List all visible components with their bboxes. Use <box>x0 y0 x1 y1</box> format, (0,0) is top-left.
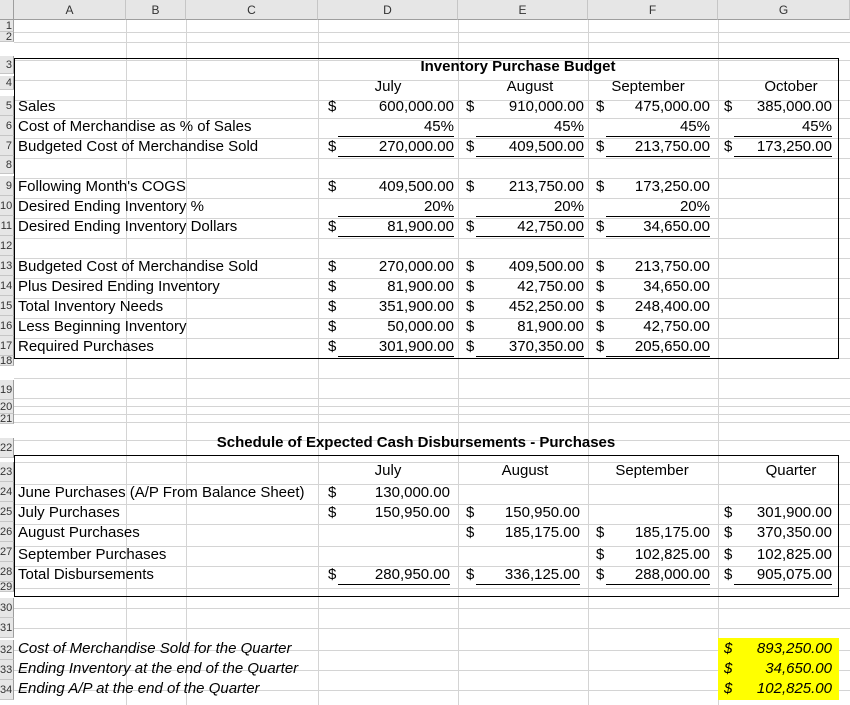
budget-value-cell[interactable]: 45% <box>338 118 454 137</box>
budget-row-label[interactable]: Plus Desired Ending Inventory <box>18 278 220 295</box>
cash-value-cell[interactable]: 185,175.00 <box>634 524 710 541</box>
gridline-horizontal <box>14 414 850 415</box>
budget-value-cell[interactable]: 370,350.00 <box>476 338 584 357</box>
cash-row-label[interactable]: Total Disbursements <box>18 566 154 583</box>
cash-column-header[interactable]: September <box>615 462 689 479</box>
row-header-21[interactable]: 21 <box>0 414 13 424</box>
cash-value-cell[interactable]: 150,950.00 <box>504 504 580 521</box>
row-header-5[interactable]: 5 <box>0 96 14 116</box>
select-all-corner[interactable] <box>0 0 14 20</box>
budget-value-cell[interactable]: 173,250.00 <box>634 178 710 195</box>
row-header-11[interactable]: 11 <box>0 216 14 236</box>
row-header-16[interactable]: 16 <box>0 316 14 336</box>
currency-symbol[interactable]: $ <box>328 138 337 155</box>
budget-value-cell[interactable]: 452,250.00 <box>508 298 584 315</box>
currency-symbol[interactable]: $ <box>466 218 475 235</box>
row-header-15[interactable]: 15 <box>0 296 14 316</box>
budget-value-cell[interactable]: 475,000.00 <box>634 98 710 115</box>
row-header-33[interactable]: 33 <box>0 660 14 680</box>
currency-symbol[interactable]: $ <box>596 278 605 295</box>
budget-row-label[interactable]: Budgeted Cost of Merchandise Sold <box>18 258 259 275</box>
currency-symbol[interactable]: $ <box>596 318 605 335</box>
summary-label[interactable]: Cost of Merchandise Sold for the Quarter <box>18 640 292 657</box>
budget-value-cell[interactable]: 81,900.00 <box>517 318 584 335</box>
currency-symbol[interactable]: $ <box>596 566 605 583</box>
currency-symbol[interactable]: $ <box>596 524 605 541</box>
currency-symbol[interactable]: $ <box>328 278 337 295</box>
cash-value-cell[interactable]: 185,175.00 <box>504 524 580 541</box>
cash-value-cell[interactable]: 280,950.00 <box>338 566 450 585</box>
budget-value-cell[interactable]: 20% <box>338 198 454 217</box>
budget-value-cell[interactable]: 34,650.00 <box>643 278 710 295</box>
row-header-3[interactable]: 3 <box>0 56 14 74</box>
currency-symbol[interactable]: $ <box>328 318 337 335</box>
currency-symbol[interactable]: $ <box>466 178 475 195</box>
budget-value-cell[interactable]: 213,750.00 <box>508 178 584 195</box>
column-header-d[interactable]: D <box>318 0 458 20</box>
cash-value-cell[interactable]: 301,900.00 <box>756 504 832 521</box>
currency-symbol[interactable]: $ <box>466 278 475 295</box>
budget-value-cell[interactable]: 42,750.00 <box>517 278 584 295</box>
currency-symbol[interactable]: $ <box>466 338 475 355</box>
column-header-e[interactable]: E <box>458 0 588 20</box>
budget-value-cell[interactable]: 270,000.00 <box>338 138 454 157</box>
row-header-26[interactable]: 26 <box>0 522 14 542</box>
budget-row-label[interactable]: Following Month's COGS <box>18 178 186 195</box>
cash-value-cell[interactable]: 370,350.00 <box>756 524 832 541</box>
currency-symbol[interactable]: $ <box>466 504 475 521</box>
summary-label[interactable]: Ending A/P at the end of the Quarter <box>18 680 260 697</box>
gridline-horizontal <box>14 608 850 609</box>
budget-row-label[interactable]: Less Beginning Inventory <box>18 318 187 335</box>
budget-value-cell[interactable]: 270,000.00 <box>378 258 454 275</box>
summary-value[interactable]: 102,825.00 <box>756 680 832 697</box>
currency-symbol[interactable]: $ <box>596 546 605 563</box>
cash-title[interactable]: Schedule of Expected Cash Disbursements - Purchases <box>216 434 616 451</box>
budget-value-cell[interactable]: 409,500.00 <box>508 258 584 275</box>
currency-symbol[interactable]: $ <box>328 298 337 315</box>
row-header-8[interactable]: 8 <box>0 156 14 174</box>
currency-symbol[interactable]: $ <box>466 138 475 155</box>
summary-label[interactable]: Ending Inventory at the end of the Quarter <box>18 660 299 677</box>
budget-value-cell[interactable]: 20% <box>476 198 584 217</box>
currency-symbol[interactable]: $ <box>596 298 605 315</box>
budget-row-label[interactable]: Total Inventory Needs <box>18 298 164 315</box>
currency-symbol[interactable]: $ <box>466 98 475 115</box>
budget-value-cell[interactable]: 173,250.00 <box>734 138 832 157</box>
gridline-horizontal <box>14 398 850 399</box>
row-header-34[interactable]: 34 <box>0 680 14 700</box>
budget-value-cell[interactable]: 205,650.00 <box>606 338 710 357</box>
row-header-13[interactable]: 13 <box>0 256 14 276</box>
currency-symbol[interactable]: $ <box>466 298 475 315</box>
currency-symbol[interactable]: $ <box>328 218 337 235</box>
currency-symbol[interactable]: $ <box>328 484 337 501</box>
currency-symbol[interactable]: $ <box>328 504 337 521</box>
currency-symbol[interactable]: $ <box>596 98 605 115</box>
row-header-17[interactable]: 17 <box>0 336 14 356</box>
currency-symbol[interactable]: $ <box>328 566 337 583</box>
budget-value-cell[interactable]: 385,000.00 <box>756 98 832 115</box>
row-header-23[interactable]: 23 <box>0 462 14 482</box>
row-header-12[interactable]: 12 <box>0 236 14 256</box>
budget-value-cell[interactable]: 34,650.00 <box>606 218 710 237</box>
row-header-7[interactable]: 7 <box>0 136 14 156</box>
row-header-2[interactable]: 2 <box>0 32 14 42</box>
column-header-a[interactable]: A <box>14 0 126 20</box>
column-header-c[interactable]: C <box>186 0 318 20</box>
gridline-horizontal <box>14 378 850 379</box>
row-header-31[interactable]: 31 <box>0 618 14 638</box>
row-header-22[interactable]: 22 <box>0 438 14 458</box>
budget-value-cell[interactable]: 301,900.00 <box>338 338 454 357</box>
currency-symbol[interactable]: $ <box>724 504 733 521</box>
budget-value-cell[interactable]: 213,750.00 <box>634 258 710 275</box>
row-header-14[interactable]: 14 <box>0 276 14 296</box>
cash-row-label[interactable]: July Purchases <box>18 504 120 521</box>
cash-value-cell[interactable]: 150,950.00 <box>374 504 450 521</box>
cash-value-cell[interactable]: 130,000.00 <box>374 484 450 501</box>
cash-value-cell[interactable]: 288,000.00 <box>606 566 710 585</box>
column-header-b[interactable]: B <box>126 0 186 20</box>
row-header-27[interactable]: 27 <box>0 542 14 562</box>
budget-row-label[interactable]: Desired Ending Inventory % <box>18 198 204 215</box>
month-header[interactable]: October <box>764 78 818 95</box>
currency-symbol[interactable]: $ <box>724 640 733 657</box>
budget-value-cell[interactable]: 42,750.00 <box>643 318 710 335</box>
currency-symbol[interactable]: $ <box>724 98 733 115</box>
row-header-19[interactable]: 19 <box>0 380 14 400</box>
row-header-10[interactable]: 10 <box>0 196 14 216</box>
currency-symbol[interactable]: $ <box>466 318 475 335</box>
cash-row-label[interactable]: June Purchases (A/P From Balance Sheet) <box>18 484 305 501</box>
cash-value-cell[interactable]: 102,825.00 <box>634 546 710 563</box>
gridline-horizontal <box>14 406 850 407</box>
currency-symbol[interactable]: $ <box>596 138 605 155</box>
currency-symbol[interactable]: $ <box>724 546 733 563</box>
budget-value-cell[interactable]: 600,000.00 <box>378 98 454 115</box>
budget-value-cell[interactable]: 20% <box>606 198 710 217</box>
budget-value-cell[interactable]: 409,500.00 <box>476 138 584 157</box>
budget-row-label[interactable]: Required Purchases <box>18 338 154 355</box>
cash-row-label[interactable]: August Purchases <box>18 524 140 541</box>
budget-row-label[interactable]: Budgeted Cost of Merchandise Sold <box>18 138 259 155</box>
currency-symbol[interactable]: $ <box>328 258 337 275</box>
row-header-29[interactable]: 29 <box>0 582 13 592</box>
cash-value-cell[interactable]: 336,125.00 <box>476 566 580 585</box>
budget-title[interactable]: Inventory Purchase Budget <box>420 58 616 75</box>
budget-value-cell[interactable]: 42,750.00 <box>476 218 584 237</box>
cash-row-label[interactable]: September Purchases <box>18 546 167 563</box>
month-header[interactable]: September <box>611 78 685 95</box>
column-header-f[interactable]: F <box>588 0 718 20</box>
currency-symbol[interactable]: $ <box>328 338 337 355</box>
currency-symbol[interactable]: $ <box>724 680 733 697</box>
month-header[interactable]: August <box>506 78 554 95</box>
budget-value-cell[interactable]: 45% <box>476 118 584 137</box>
budget-value-cell[interactable]: 910,000.00 <box>508 98 584 115</box>
budget-value-cell[interactable]: 50,000.00 <box>387 318 454 335</box>
currency-symbol[interactable]: $ <box>596 338 605 355</box>
gridline-horizontal <box>14 422 850 423</box>
budget-value-cell[interactable]: 81,900.00 <box>338 218 454 237</box>
row-header-1[interactable]: 1 <box>0 20 14 32</box>
currency-symbol[interactable]: $ <box>724 660 733 677</box>
cash-column-header[interactable]: July <box>374 462 402 479</box>
currency-symbol[interactable]: $ <box>466 566 475 583</box>
currency-symbol[interactable]: $ <box>328 98 337 115</box>
budget-row-label[interactable]: Desired Ending Inventory Dollars <box>18 218 238 235</box>
gridline-horizontal <box>14 42 850 43</box>
gridline-horizontal <box>14 628 850 629</box>
summary-value[interactable]: 34,650.00 <box>765 660 832 677</box>
row-header-4[interactable]: 4 <box>0 76 14 90</box>
row-header-24[interactable]: 24 <box>0 482 14 502</box>
currency-symbol[interactable]: $ <box>596 258 605 275</box>
gridline-horizontal <box>14 32 850 33</box>
row-header-9[interactable]: 9 <box>0 176 14 196</box>
cash-column-header[interactable]: August <box>501 462 549 479</box>
budget-value-cell[interactable]: 45% <box>734 118 832 137</box>
row-header-32[interactable]: 32 <box>0 640 14 660</box>
month-header[interactable]: July <box>374 78 402 95</box>
column-header-g[interactable]: G <box>718 0 850 20</box>
currency-symbol[interactable]: $ <box>724 566 733 583</box>
currency-symbol[interactable]: $ <box>466 258 475 275</box>
cash-column-header[interactable]: Quarter <box>765 462 817 479</box>
row-header-6[interactable]: 6 <box>0 116 14 136</box>
budget-row-label[interactable]: Cost of Merchandise as % of Sales <box>18 118 252 135</box>
budget-value-cell[interactable]: 248,400.00 <box>634 298 710 315</box>
cash-value-cell[interactable]: 102,825.00 <box>756 546 832 563</box>
currency-symbol[interactable]: $ <box>596 178 605 195</box>
currency-symbol[interactable]: $ <box>596 218 605 235</box>
budget-value-cell[interactable]: 409,500.00 <box>378 178 454 195</box>
row-header-28[interactable]: 28 <box>0 562 14 582</box>
budget-row-label[interactable]: Sales <box>18 98 56 115</box>
budget-value-cell[interactable]: 213,750.00 <box>606 138 710 157</box>
cash-value-cell[interactable]: 905,075.00 <box>734 566 832 585</box>
budget-value-cell[interactable]: 351,900.00 <box>378 298 454 315</box>
currency-symbol[interactable]: $ <box>328 178 337 195</box>
row-header-30[interactable]: 30 <box>0 598 14 618</box>
budget-value-cell[interactable]: 81,900.00 <box>387 278 454 295</box>
row-header-18[interactable]: 18 <box>0 356 13 366</box>
row-header-25[interactable]: 25 <box>0 502 14 522</box>
currency-symbol[interactable]: $ <box>724 524 733 541</box>
summary-value[interactable]: 893,250.00 <box>756 640 832 657</box>
currency-symbol[interactable]: $ <box>466 524 475 541</box>
budget-value-cell[interactable]: 45% <box>606 118 710 137</box>
row-header-20[interactable]: 20 <box>0 401 13 413</box>
currency-symbol[interactable]: $ <box>724 138 733 155</box>
